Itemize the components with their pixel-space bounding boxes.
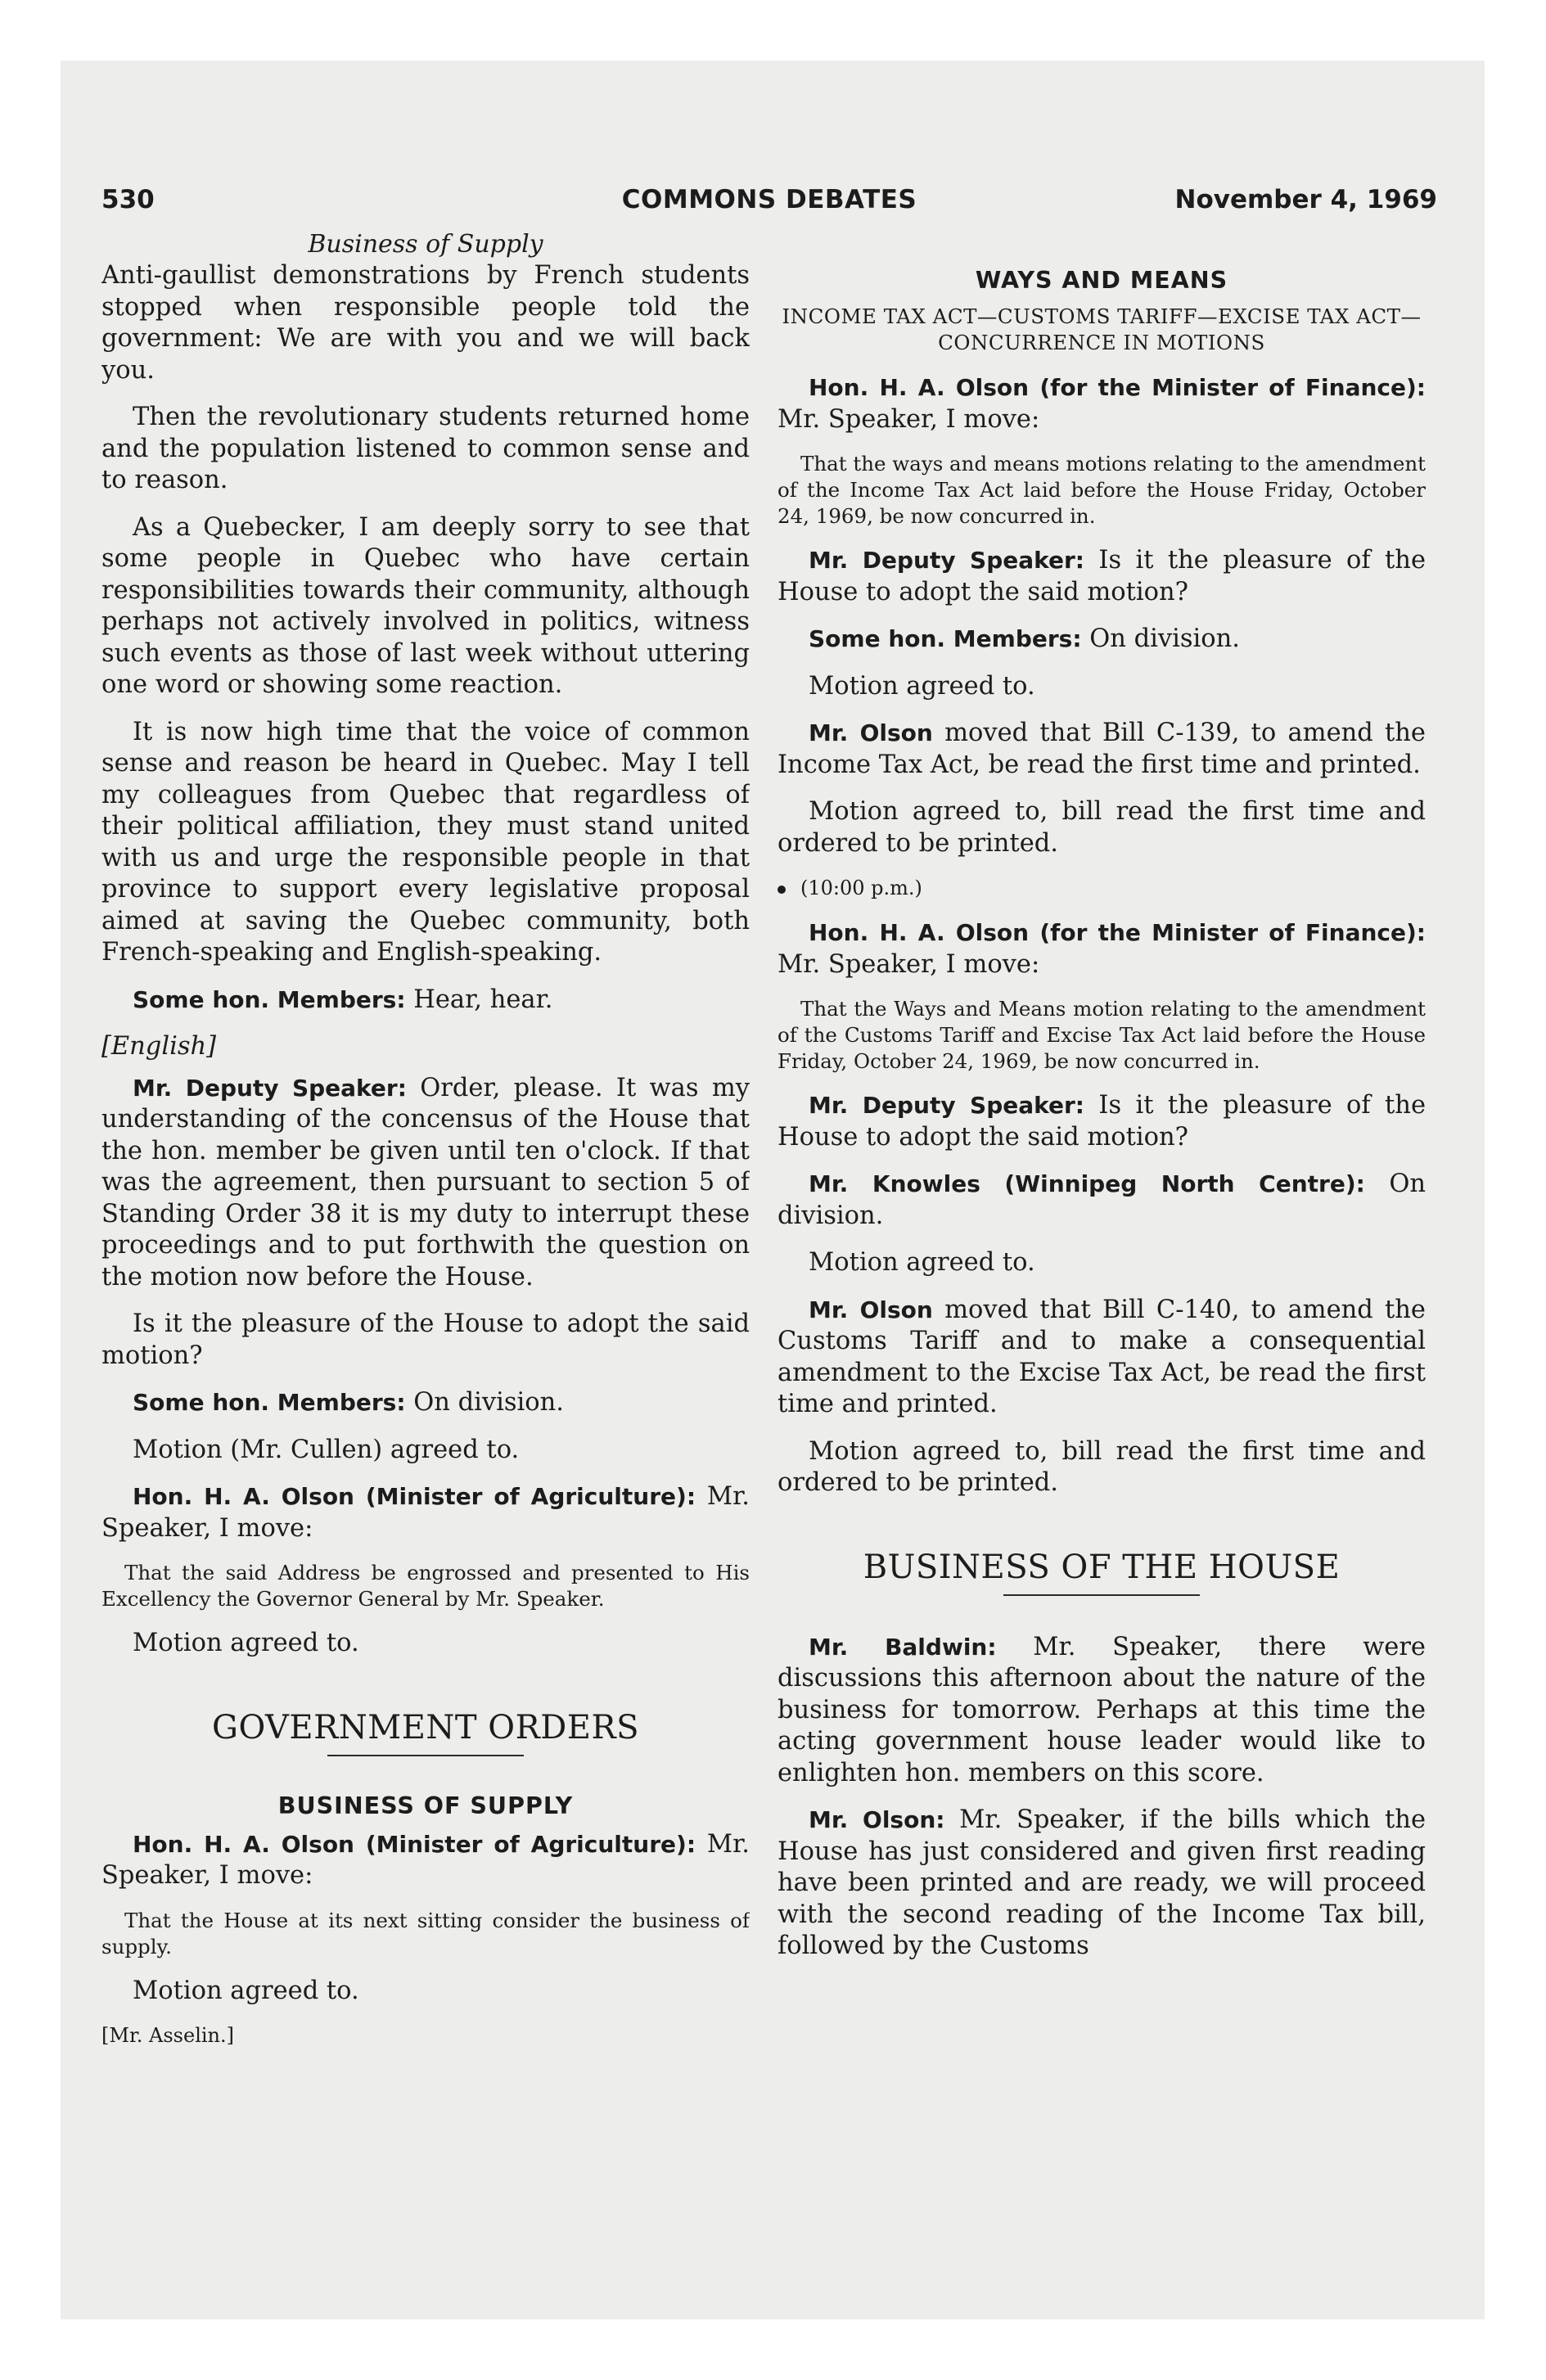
speaker-name: Some hon. Members: xyxy=(809,625,1082,652)
speech-text: On division. xyxy=(778,1170,1426,1230)
speech xyxy=(101,1481,750,1544)
speech-text: moved that Bill C-140, to amend the Customs Tariff and to make a consequential amendment to the Excise Tax Act, be read the first time and printed. xyxy=(778,1295,1426,1418)
page-number: 530 xyxy=(101,185,155,214)
subheading: WAYS AND MEANS xyxy=(975,267,1228,294)
section-heading: GOVERNMENT ORDERS xyxy=(212,1708,639,1747)
page-header xyxy=(101,185,1437,218)
language-marker: [English] xyxy=(101,1032,217,1061)
speech-text: moved that Bill C-139, to amend the Income Tax Act, be read the first time and printed. xyxy=(778,719,1426,779)
speaker-name: Hon. H. A. Olson (Minister of Agriculture): xyxy=(133,1483,696,1510)
speech xyxy=(778,372,1426,435)
paragraph: Motion agreed to, bill read the first time and ordered to be printed. xyxy=(778,797,1426,858)
speaker-name: Mr. Baldwin: xyxy=(809,1633,997,1661)
speech-text: Mr. Speaker, if the bills which the House has just considered and given first reading have been printed and are ready, we will proceed with the second reading of the Income Tax bill, followed by the Customs xyxy=(778,1805,1426,1960)
section-heading: BUSINESS OF THE HOUSE xyxy=(863,1548,1341,1586)
speech-text: Mr. Speaker, I move: xyxy=(101,1482,750,1543)
speech-text: Is it the pleasure of the House to adopt the said motion? xyxy=(778,546,1426,606)
paragraph: Anti-gaullist demonstrations by French students stopped when responsible people told the government: We are with you and we will back you. xyxy=(101,261,750,385)
speech xyxy=(101,1829,750,1892)
speaker-name: Some hon. Members: xyxy=(133,1389,406,1416)
paragraph: Is it the pleasure of the House to adopt the said motion? xyxy=(101,1309,750,1370)
speaker-name: Hon. H. A. Olson (for the Minister of Finance): xyxy=(809,919,1426,946)
paragraph: Motion agreed to, bill read the first time and ordered to be printed. xyxy=(778,1436,1426,1497)
running-head: Business of Supply xyxy=(308,230,543,259)
section-rule xyxy=(1003,1594,1200,1596)
speaker-name: Mr. Olson: xyxy=(809,1806,945,1833)
speaker-name: Mr. Knowles (Winnipeg North Centre): xyxy=(809,1170,1365,1197)
subheading-detail: INCOME TAX ACT—CUSTOMS TARIFF—EXCISE TAX ACT—CONCURRENCE IN MOTIONS xyxy=(782,304,1422,354)
motion-text: That the House at its next sitting consider the business of supply. xyxy=(101,1908,750,1959)
speech xyxy=(101,985,750,1016)
paragraph: Motion agreed to. xyxy=(133,1976,359,2005)
left-column xyxy=(101,229,750,2210)
paragraph: It is now high time that the voice of common sense and reason be heard in Quebec. May I tell my colleagues from Quebec that regardless of their political affiliation, they must stand united with us and urge the responsible people in that province to support every legislative proposal aimed at saving the Quebec community, both French-speaking and English-speaking. xyxy=(101,717,750,967)
speech xyxy=(778,1805,1426,1963)
paragraph: Motion (Mr. Cullen) agreed to. xyxy=(133,1435,520,1464)
speech xyxy=(778,624,1426,656)
speech xyxy=(778,1632,1426,1790)
speech xyxy=(778,917,1426,980)
speaker-name: Hon. H. A. Olson (Minister of Agriculture): xyxy=(133,1830,696,1858)
speaker-name: Hon. H. A. Olson (for the Minister of Finance): xyxy=(809,374,1426,401)
speech xyxy=(778,1169,1426,1232)
speech xyxy=(778,545,1426,608)
speaker-name: Mr. Deputy Speaker: xyxy=(809,547,1084,574)
time-text: (10:00 p.m.) xyxy=(800,877,922,899)
speech-text: On division. xyxy=(413,1388,564,1417)
speech-text: Mr. Speaker, there were discussions this afternoon about the nature of the business for tomorrow. Perhaps at this time the acting government house leader would like to enlighten hon. members on this score. xyxy=(778,1632,1426,1787)
speaker-name: Some hon. Members: xyxy=(133,985,406,1013)
paragraph: As a Quebecker, I am deeply sorry to see that some people in Quebec who have certain responsibilities towards their community, although perhaps not actively involved in politics, witness such events as those of last week without uttering one word or showing some reaction. xyxy=(101,512,750,699)
motion-text: That the said Address be engrossed and presented to His Excellency the Governor General by Mr. Speaker. xyxy=(101,1561,750,1611)
speech xyxy=(778,718,1426,781)
speaker-attribution: [Mr. Asselin.] xyxy=(101,2024,234,2047)
paragraph: Motion agreed to. xyxy=(133,1629,359,1657)
speech-text: Hear, hear. xyxy=(413,985,553,1014)
speech-text: Mr. Speaker, I move: xyxy=(101,1829,750,1890)
speech xyxy=(778,1090,1426,1153)
speech-text: Mr. Speaker, I move: xyxy=(778,949,1040,979)
speech-text: Order, please. It was my understanding of the concensus of the House that the hon. member be given until ten o'clock. If that was the agreement, then pursuant to section 5 of Standing Order 38 it is my duty to interrupt these proceedings and to put forthwith the question on the motion now before the House. xyxy=(101,1073,750,1291)
publication-title: COMMONS DEBATES xyxy=(621,185,917,214)
bullet-icon xyxy=(778,886,786,894)
speech-text: Mr. Speaker, I move: xyxy=(778,404,1040,434)
paragraph: Motion agreed to. xyxy=(809,671,1035,701)
section-rule xyxy=(327,1755,524,1756)
speaker-name: Mr. Deputy Speaker: xyxy=(809,1092,1084,1119)
motion-text: That the ways and means motions relating to the amendment of the Income Tax Act laid before the House Friday, October 24, 1969, be now concurred in. xyxy=(778,452,1426,528)
speech xyxy=(778,1295,1426,1421)
speaker-name: Mr. Deputy Speaker: xyxy=(133,1074,407,1102)
time-marker xyxy=(778,875,1426,901)
speech-text: On division. xyxy=(1089,624,1240,653)
speech-text: Is it the pleasure of the House to adopt the said motion? xyxy=(778,1091,1426,1152)
speaker-name: Mr. Olson xyxy=(809,719,933,746)
subheading: BUSINESS OF SUPPLY xyxy=(277,1792,574,1819)
speech xyxy=(101,1387,750,1419)
paragraph: Motion agreed to. xyxy=(809,1248,1035,1277)
motion-text: That the Ways and Means motion relating to the amendment of the Customs Tariff and Excise Tax Act laid before the House Friday, October 24, 1969, be now concurred in. xyxy=(778,997,1426,1073)
right-column xyxy=(778,229,1426,2210)
speech xyxy=(101,1073,750,1294)
speaker-name: Mr. Olson xyxy=(809,1296,933,1323)
page-date: November 4, 1969 xyxy=(1174,185,1437,214)
paragraph: Then the revolutionary students returned home and the population listened to common sense and to reason. xyxy=(101,403,750,494)
